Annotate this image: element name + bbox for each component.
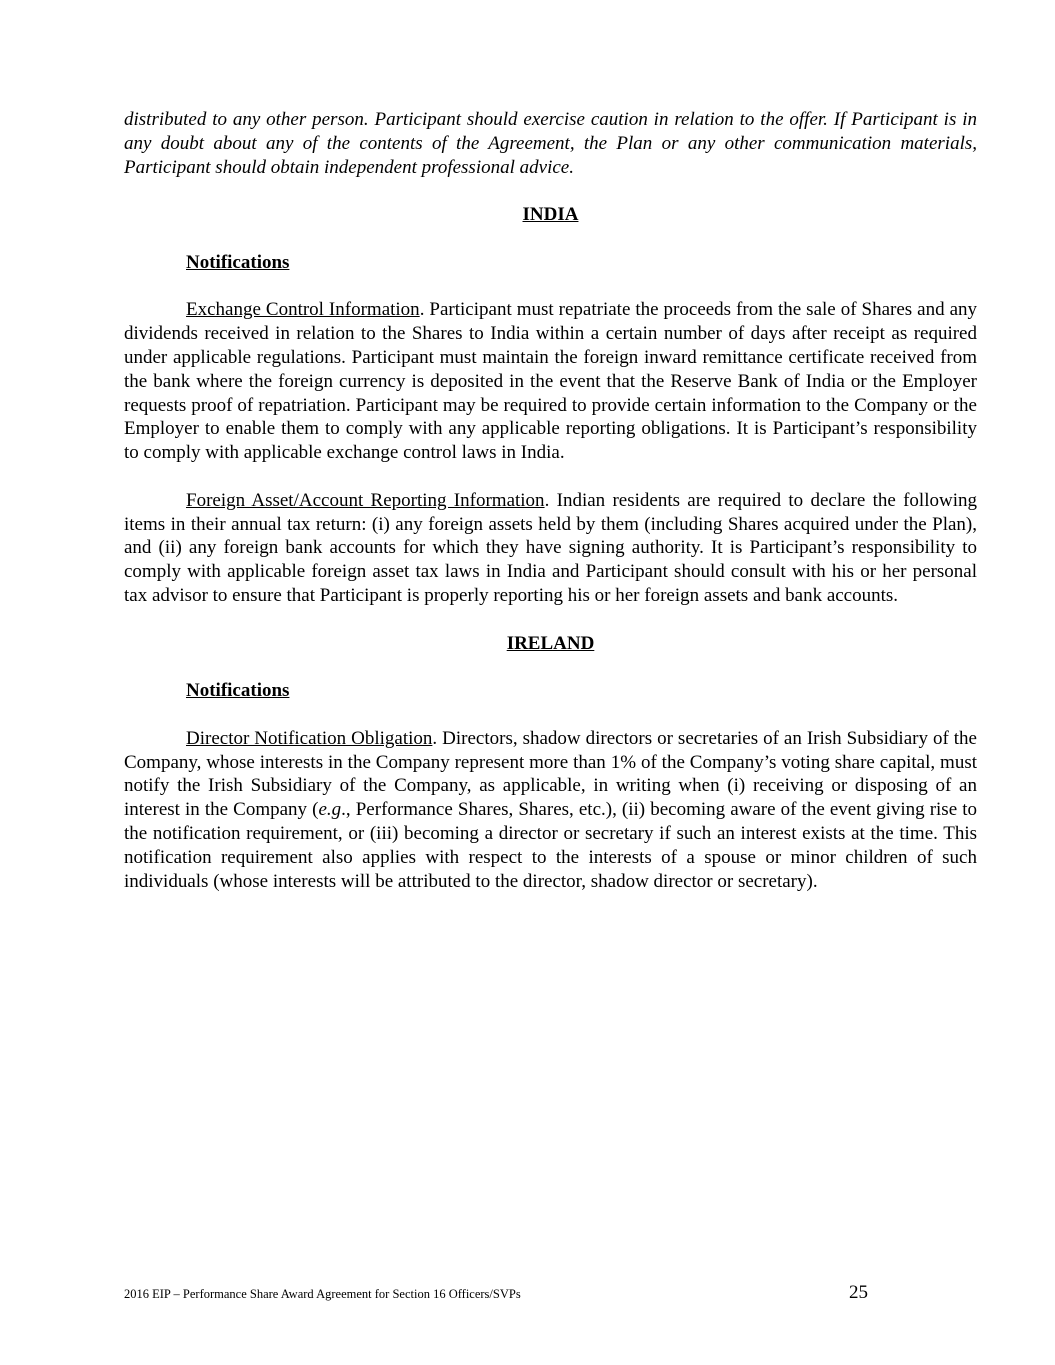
document-body (124, 108, 977, 917)
foreign-asset-text: . Indian residents are required to declare the following items in their annual tax return: (i) any foreign assets held by them (including Shares acquired under the Plan), and (ii) any foreign bank accounts for which they have signing authority. It is Participant’s responsibility to comply with applicable foreign asset tax laws in India and Participant should consult with his or her personal tax advisor to ensure that Participant is properly reporting his or her foreign assets and bank accounts. (124, 489, 977, 606)
page-number: 25 (849, 1282, 868, 1303)
india-exchange-control-paragraph (124, 298, 977, 465)
foreign-asset-label: Foreign Asset/Account Reporting Information (186, 489, 545, 511)
ireland-director-paragraph (124, 727, 977, 894)
director-notification-label: Director Notification Obligation (186, 727, 433, 749)
india-foreign-asset-paragraph (124, 489, 977, 608)
ireland-notifications-heading: Notifications (186, 680, 290, 702)
india-notifications-heading: Notifications (186, 251, 290, 273)
director-notification-text-1: . Directors, shadow directors or secretaries of an Irish Subsidiary of the Company, whose interests in the Company represent more than 1% of the Company’s voting share capital, must notify the Irish Subsidiary of the Company, as applicable, in writing when (i) receiving or disposing of an interest in the Company ( (124, 727, 977, 821)
exchange-control-label: Exchange Control Information (186, 299, 420, 321)
section-title-ireland: IRELAND (506, 632, 595, 654)
intro-paragraph: distributed to any other person. Participant should exercise caution in relation to the offer. If Participant is in any doubt about any of the contents of the Agreement, the Plan or any other communication materials, Participant should obtain independent professional advice. (124, 109, 977, 178)
exchange-control-text: . Participant must repatriate the proceeds from the sale of Shares and any dividends received in relation to the Shares to India within a certain number of days after receipt as required under applicable regulations. Participant must maintain the foreign inward remittance certificate received from the bank where the foreign currency is deposited in the event that the Reserve Bank of India or the Employer requests proof of repatriation. Participant may be required to provide certain information to the Company or the Employer to enable them to comply with any applicable reporting obligations. It is Participant’s responsibility to comply with applicable exchange control laws in India. (124, 299, 977, 464)
director-notification-text-2: ., Performance Shares, Shares, etc.), (ii) becoming aware of the event giving rise to the notification requirement, or (iii) becoming a director or secretary if such an interest exists at the time. This notification requirement also applies with respect to the interests of a spouse or minor children of such individuals (whose interests will be attributed to the director, shadow director or secretary). (124, 799, 977, 892)
section-title-india: INDIA (522, 204, 579, 226)
director-notification-italic: e.g (318, 799, 342, 821)
footer-text: 2016 EIP – Performance Share Award Agreement for Section 16 Officers/SVPs (124, 1287, 521, 1301)
